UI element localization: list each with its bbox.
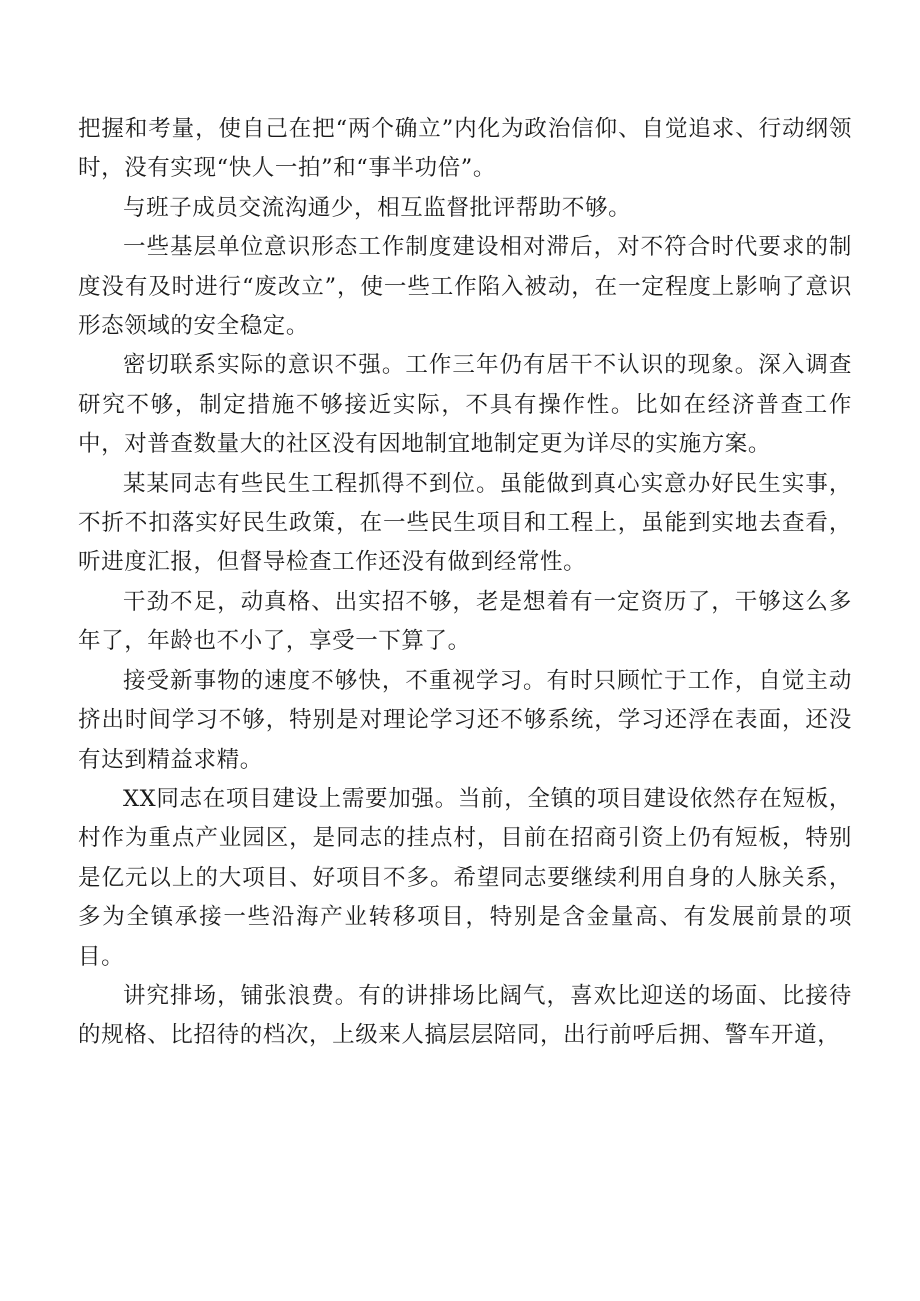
paragraph-7: 接受新事物的速度不够快，不重视学习。有时只顾忙于工作，自觉主动挤出时间学习不够，特别是对理论学习还不够系统，学习还浮在表面，还没有达到精益求精。: [78, 667, 852, 773]
paragraph-3: 一些基层单位意识形态工作制度建设相对滞后，对不符合时代要求的制度没有及时进行“废改立”，使一些工作陷入被动，在一定程度上影响了意识形态领域的安全稳定。: [78, 234, 852, 340]
paragraph-6: 干劲不足，动真格、出实招不够，老是想着有一定资历了，干够这么多年了，年龄也不小了，享受一下算了。: [78, 588, 852, 655]
paragraph-5: 某某同志有些民生工程抓得不到位。虽能做到真心实意办好民生实事，不折不扣落实好民生政策，在一些民生项目和工程上，虽能到实地去查看，听进度汇报，但督导检查工作还没有做到经常性。: [78, 470, 852, 576]
paragraph-8: XX同志在项目建设上需要加强。当前，全镇的项目建设依然存在短板，村作为重点产业园区，是同志的挂点村，目前在招商引资上仍有短板，特别是亿元以上的大项目、好项目不多。希望同志要继续利用自身的人脉关系，多为全镇承接一些沿海产业转移项目，特别是含金量高、有发展前景的项目。: [78, 785, 852, 970]
paragraph-2: 与班子成员交流沟通少，相互监督批评帮助不够。: [123, 194, 632, 221]
paragraph-1: 把握和考量，使自己在把“两个确立”内化为政治信仰、自觉追求、行动纲领时，没有实现“快人一拍”和“事半功倍”。: [78, 116, 852, 182]
paragraph-4: 密切联系实际的意识不强。工作三年仍有居干不认识的现象。深入调查研究不够，制定措施不够接近实际，不具有操作性。比如在经济普查工作中，对普查数量大的社区没有因地制宜地制定更为详尽的实施方案。: [78, 352, 852, 458]
document-body: [78, 110, 852, 1056]
paragraph-9: 讲究排场，铺张浪费。有的讲排场比阔气，喜欢比迎送的场面、比接待的规格、比招待的档次，上级来人搞层层陪同，出行前呼后拥、警车开道，: [78, 982, 852, 1049]
